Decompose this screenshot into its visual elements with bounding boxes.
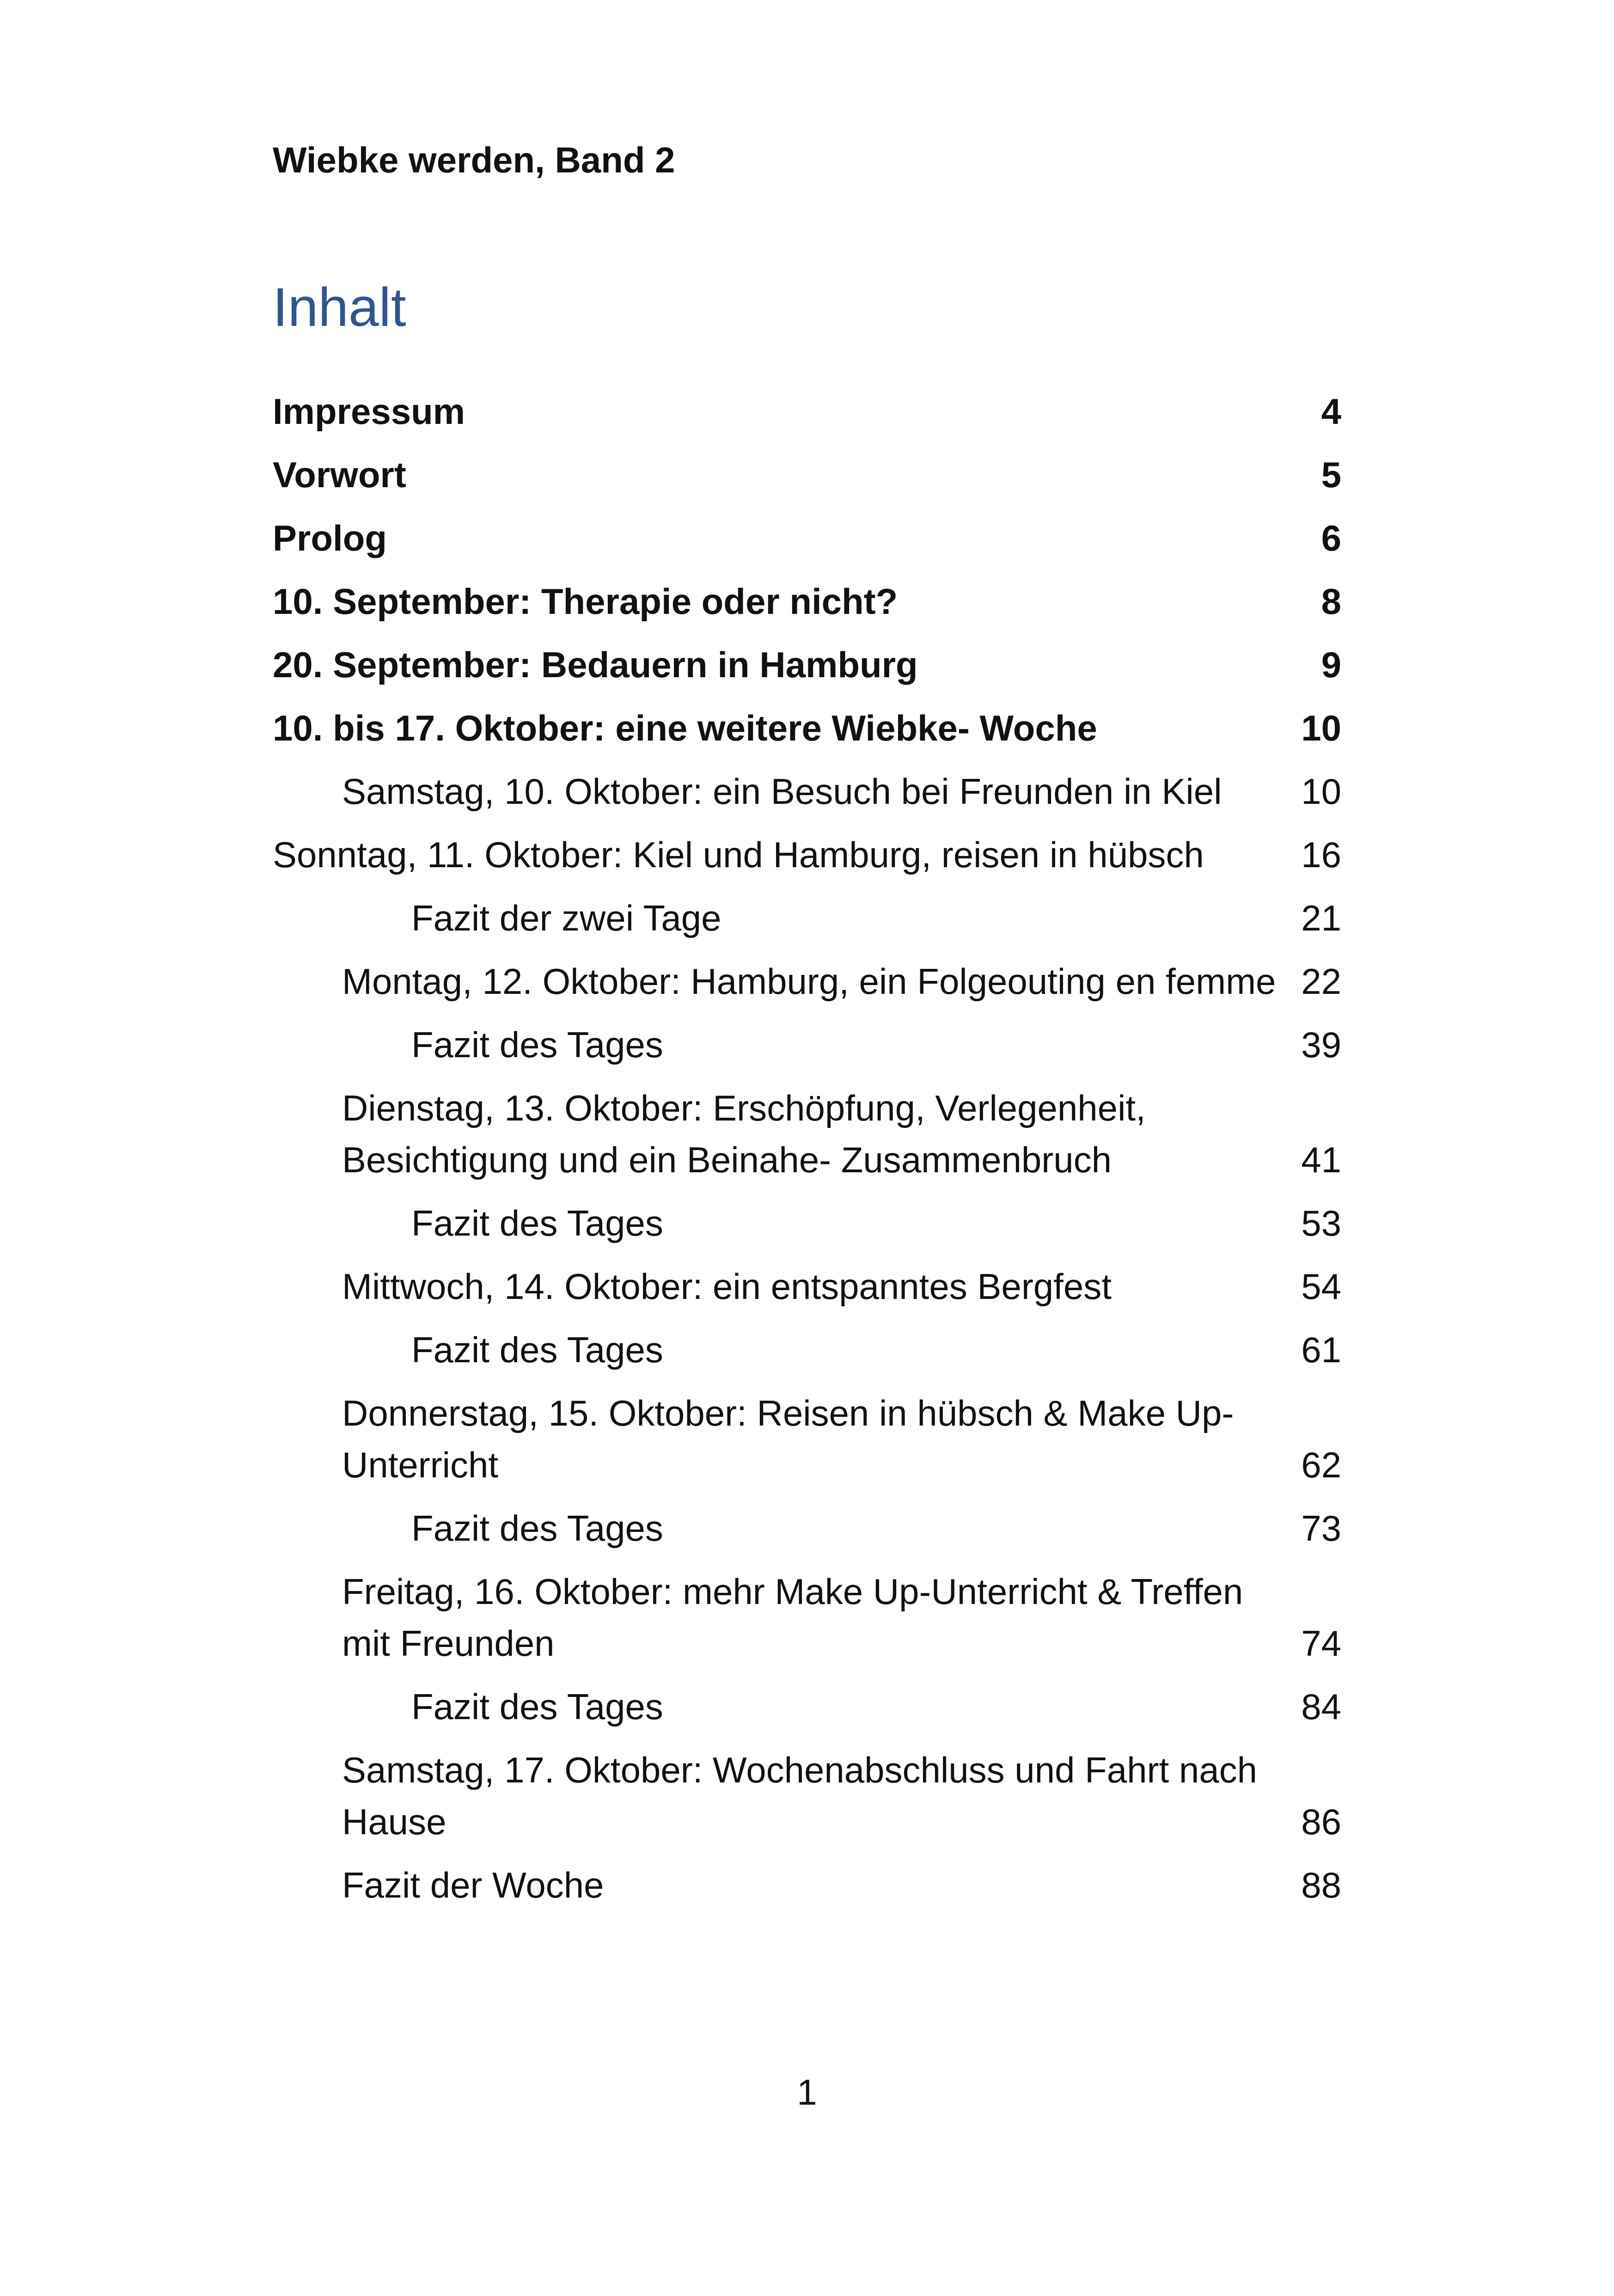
toc-entry-page: 54 xyxy=(1301,1266,1341,1307)
toc-entry-page: 6 xyxy=(1321,518,1341,558)
toc-entry-title: Donnerstag, 15. Oktober: Reisen in hübsch & Make Up-Unterricht xyxy=(342,1393,1234,1485)
toc-entry[interactable] xyxy=(273,1324,1341,1376)
toc-entry-page: 22 xyxy=(1301,961,1341,1002)
toc-entry[interactable] xyxy=(273,576,1341,627)
toc-entry-title: Prolog xyxy=(273,518,387,558)
toc-entry-title: Fazit des Tages xyxy=(411,1203,663,1243)
toc-entry-title: Fazit des Tages xyxy=(411,1686,663,1727)
toc-entry-title: Samstag, 17. Oktober: Wochenabschluss und Fahrt nach Hause xyxy=(342,1750,1257,1842)
toc-entry-page: 88 xyxy=(1301,1865,1341,1905)
toc-entry[interactable] xyxy=(273,765,1341,817)
toc-entry[interactable] xyxy=(273,955,1341,1007)
toc-entry-title: 10. September: Therapie oder nicht? xyxy=(273,581,898,622)
toc-entry-page: 39 xyxy=(1301,1024,1341,1065)
toc-entry-title: Mittwoch, 14. Oktober: ein entspanntes Bergfest xyxy=(342,1266,1112,1307)
toc-entry-page: 16 xyxy=(1301,834,1341,875)
toc-entry-page: 41 xyxy=(1301,1139,1341,1180)
toc-entry-page: 9 xyxy=(1321,644,1341,685)
toc-entry-page: 84 xyxy=(1301,1686,1341,1727)
toc-entry-title: Impressum xyxy=(273,391,465,432)
toc-entry-page: 5 xyxy=(1321,454,1341,495)
toc-entry-title: Dienstag, 13. Oktober: Erschöpfung, Verlegenheit, Besichtigung und ein Beinahe- Zusammenbruch xyxy=(342,1088,1146,1180)
toc-entry-page: 10 xyxy=(1301,771,1341,812)
toc-entry[interactable] xyxy=(273,1261,1341,1312)
toc-entry[interactable] xyxy=(273,829,1341,881)
page-number: 1 xyxy=(797,2072,817,2112)
toc-entry-page: 61 xyxy=(1301,1329,1341,1370)
toc-entry-title: 10. bis 17. Oktober: eine weitere Wiebke- Woche xyxy=(273,708,1097,748)
toc-entry[interactable] xyxy=(273,1502,1341,1554)
toc-entry[interactable] xyxy=(273,1859,1341,1911)
toc-entry-page: 53 xyxy=(1301,1203,1341,1243)
toc-entry[interactable] xyxy=(273,1744,1341,1848)
toc-entry[interactable] xyxy=(273,386,1341,437)
toc-entry-title: Fazit des Tages xyxy=(411,1024,663,1065)
toc-heading: Inhalt xyxy=(273,277,406,338)
toc-entry[interactable] xyxy=(273,1197,1341,1249)
toc-entry-page: 8 xyxy=(1321,581,1341,622)
toc-entry[interactable] xyxy=(273,1082,1341,1186)
table-of-contents xyxy=(273,386,1341,1923)
toc-entry-title: 20. September: Bedauern in Hamburg xyxy=(273,644,918,685)
toc-entry-title: Samstag, 10. Oktober: ein Besuch bei Freunden in Kiel xyxy=(342,771,1222,812)
toc-entry-title: Fazit des Tages xyxy=(411,1508,663,1549)
toc-entry[interactable] xyxy=(273,639,1341,691)
toc-entry[interactable] xyxy=(273,449,1341,501)
toc-entry[interactable] xyxy=(273,1566,1341,1669)
toc-entry-page: 74 xyxy=(1301,1623,1341,1664)
toc-entry-page: 86 xyxy=(1301,1801,1341,1842)
toc-entry-title: Vorwort xyxy=(273,454,406,495)
toc-entry-page: 62 xyxy=(1301,1445,1341,1485)
toc-entry-title: Fazit der Woche xyxy=(342,1865,604,1905)
toc-entry[interactable] xyxy=(273,1019,1341,1071)
toc-entry-title: Fazit des Tages xyxy=(411,1329,663,1370)
toc-entry[interactable] xyxy=(273,1681,1341,1733)
toc-entry[interactable] xyxy=(273,892,1341,944)
toc-entry[interactable] xyxy=(273,1387,1341,1491)
toc-entry-page: 73 xyxy=(1301,1508,1341,1549)
toc-entry-title: Fazit der zwei Tage xyxy=(411,898,721,938)
toc-entry-page: 4 xyxy=(1321,391,1341,432)
toc-entry[interactable] xyxy=(273,512,1341,564)
toc-entry-title: Sonntag, 11. Oktober: Kiel und Hamburg, reisen in hübsch xyxy=(273,834,1204,875)
toc-entry-title: Freitag, 16. Oktober: mehr Make Up-Unterricht & Treffen mit Freunden xyxy=(342,1571,1243,1664)
toc-entry-page: 10 xyxy=(1301,708,1341,748)
toc-entry[interactable] xyxy=(273,702,1341,754)
toc-entry-page: 21 xyxy=(1301,898,1341,938)
toc-entry-title: Montag, 12. Oktober: Hamburg, ein Folgeouting en femme xyxy=(342,961,1276,1002)
book-title: Wiebke werden, Band 2 xyxy=(273,140,675,180)
